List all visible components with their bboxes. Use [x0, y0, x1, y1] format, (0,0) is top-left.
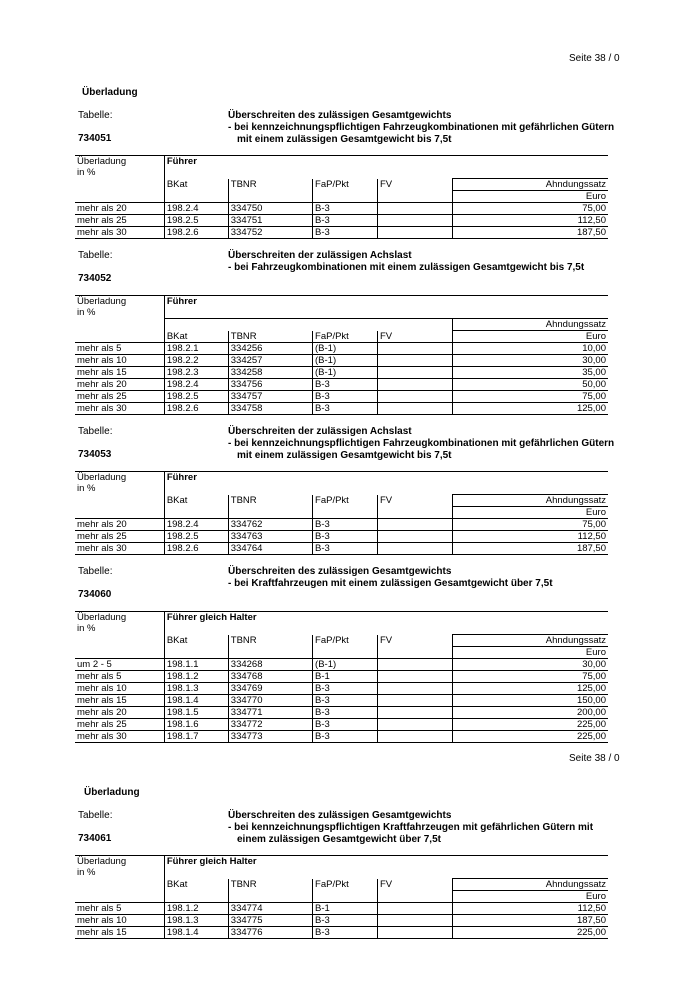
table-row — [75, 915, 608, 927]
table-row — [75, 343, 608, 355]
fap-header: FaP/Pkt — [313, 331, 378, 343]
fap-cell: B-3 — [313, 403, 378, 415]
overload-cell: mehr als 5 — [75, 671, 164, 683]
fine-cell: 10,00 — [453, 343, 608, 355]
fine-table — [75, 611, 608, 743]
subject-header: Führer — [164, 296, 608, 308]
table-row — [75, 683, 608, 695]
table-header-row — [75, 647, 608, 659]
fap-cell: B-3 — [313, 707, 378, 719]
tbnr-cell: 334756 — [228, 379, 312, 391]
overload-cell: mehr als 15 — [75, 927, 164, 939]
overload-cell: mehr als 10 — [75, 355, 164, 367]
fap-cell: B-3 — [313, 215, 378, 227]
fine-cell: 75,00 — [453, 671, 608, 683]
table-number: 734051 — [78, 133, 112, 144]
overload-cell: mehr als 5 — [75, 343, 164, 355]
tbnr-cell: 334752 — [228, 227, 312, 239]
heading-line-2: - bei Fahrzeugkombinationen mit einem zulässigen Gesamtgewicht bis 7,5t — [228, 262, 585, 273]
heading-line-1: Überschreiten der zulässigen Achslast — [228, 250, 412, 261]
table-row — [75, 659, 608, 671]
tbnr-cell: 334775 — [228, 915, 312, 927]
table-header-row — [75, 307, 608, 319]
section-title: Überladung — [82, 87, 138, 98]
bkat-header: BKat — [164, 495, 228, 507]
tbnr-cell: 334764 — [228, 543, 312, 555]
bkat-cell: 198.1.4 — [164, 927, 228, 939]
fine-cell: 50,00 — [453, 379, 608, 391]
overload-unit: in % — [75, 167, 164, 179]
table-row — [75, 203, 608, 215]
fv-cell — [378, 695, 453, 707]
table-row — [75, 707, 608, 719]
table-header-row — [75, 623, 608, 635]
bkat-header: BKat — [164, 879, 228, 891]
heading-line-2: - bei Kraftfahrzeugen mit einem zulässigen Gesamtgewicht über 7,5t — [228, 578, 553, 589]
fv-cell — [377, 403, 452, 415]
overload-cell: mehr als 15 — [75, 695, 164, 707]
fine-header: Ahndungssatz — [453, 495, 608, 507]
heading-line-3: mit einem zulässigen Gesamtgewicht bis 7,5t — [237, 450, 452, 461]
fv-header: FV — [378, 635, 453, 647]
table-number: 734053 — [78, 449, 112, 460]
bkat-cell: 198.1.2 — [164, 671, 228, 683]
table-734053 — [75, 471, 608, 555]
table-header-row — [75, 612, 608, 624]
table-label: Tabelle: — [78, 110, 113, 121]
table-row — [75, 671, 608, 683]
heading-line-2: - bei kennzeichnungspflichtigen Fahrzeugkombinationen mit gefährlichen Gütern — [228, 438, 615, 449]
fv-cell — [377, 227, 452, 239]
overload-cell: mehr als 20 — [75, 519, 164, 531]
fine-cell: 75,00 — [453, 519, 608, 531]
fine-cell: 225,00 — [453, 719, 608, 731]
overload-cell: mehr als 5 — [75, 903, 164, 915]
fine-cell: 125,00 — [453, 403, 608, 415]
fap-cell: (B-1) — [313, 367, 378, 379]
bkat-cell: 198.1.2 — [164, 903, 228, 915]
table-header-row — [75, 856, 608, 868]
bkat-cell: 198.1.1 — [164, 659, 228, 671]
fine-cell: 150,00 — [453, 695, 608, 707]
overload-header: Überladung — [75, 156, 164, 168]
table-row — [75, 695, 608, 707]
fv-cell — [378, 915, 453, 927]
fv-cell — [377, 343, 452, 355]
fine-cell: 187,50 — [453, 915, 608, 927]
heading-line-2: - bei kennzeichnungspflichtigen Fahrzeugkombinationen mit gefährlichen Gütern — [228, 122, 615, 133]
fine-cell: 187,50 — [453, 543, 608, 555]
tbnr-cell: 334256 — [228, 343, 312, 355]
fap-cell: B-3 — [313, 719, 378, 731]
fv-cell — [377, 519, 452, 531]
overload-unit: in % — [75, 483, 164, 495]
tbnr-cell: 334257 — [228, 355, 312, 367]
overload-header: Überladung — [75, 296, 164, 308]
overload-cell: mehr als 25 — [75, 719, 164, 731]
fap-cell: B-3 — [313, 203, 378, 215]
fine-header: Ahndungssatz — [453, 179, 608, 191]
fap-cell: B-3 — [313, 531, 378, 543]
fine-table — [75, 471, 608, 555]
currency-header: Euro — [453, 191, 608, 203]
tbnr-header: TBNR — [228, 495, 312, 507]
currency-header: Euro — [453, 507, 608, 519]
table-header-row — [75, 191, 608, 203]
fap-cell: B-3 — [313, 379, 378, 391]
fap-cell: B-1 — [313, 903, 378, 915]
overload-cell: mehr als 25 — [75, 531, 164, 543]
table-number: 734061 — [78, 833, 112, 844]
bkat-header: BKat — [164, 331, 228, 343]
overload-cell: um 2 - 5 — [75, 659, 164, 671]
table-734052 — [75, 295, 608, 415]
tbnr-cell: 334776 — [228, 927, 312, 939]
fine-cell: 200,00 — [453, 707, 608, 719]
fine-cell: 30,00 — [453, 355, 608, 367]
fine-table — [75, 295, 608, 415]
heading-line-1: Überschreiten des zulässigen Gesamtgewichts — [228, 110, 452, 121]
table-label: Tabelle: — [78, 426, 113, 437]
bkat-cell: 198.1.4 — [164, 695, 228, 707]
table-row — [75, 903, 608, 915]
overload-cell: mehr als 25 — [75, 215, 164, 227]
fv-cell — [378, 927, 453, 939]
tbnr-cell: 334750 — [228, 203, 312, 215]
overload-cell: mehr als 10 — [75, 683, 164, 695]
table-row — [75, 731, 608, 743]
fine-cell: 35,00 — [453, 367, 608, 379]
fap-header: FaP/Pkt — [313, 635, 378, 647]
fap-cell: (B-1) — [313, 355, 378, 367]
table-heading — [228, 566, 553, 590]
table-row — [75, 215, 608, 227]
table-row — [75, 519, 608, 531]
fv-cell — [377, 203, 452, 215]
heading-line-3: mit einem zulässigen Gesamtgewicht bis 7,5t — [237, 134, 452, 145]
overload-header: Überladung — [75, 856, 164, 868]
fap-cell: B-3 — [313, 543, 378, 555]
table-header-row — [75, 507, 608, 519]
table-row — [75, 367, 608, 379]
tbnr-cell: 334774 — [228, 903, 312, 915]
overload-header: Überladung — [75, 612, 164, 624]
table-734060 — [75, 611, 608, 743]
fine-header: Ahndungssatz — [453, 879, 608, 891]
fap-cell: B-3 — [313, 927, 378, 939]
fine-cell: 30,00 — [453, 659, 608, 671]
fv-cell — [377, 543, 452, 555]
overload-unit: in % — [75, 307, 164, 319]
table-header-row — [75, 296, 608, 308]
table-heading — [228, 426, 614, 462]
bkat-cell: 198.1.7 — [164, 731, 228, 743]
fv-cell — [377, 391, 452, 403]
fap-header: FaP/Pkt — [313, 879, 378, 891]
fine-cell: 112,50 — [453, 903, 608, 915]
table-header-row — [75, 867, 608, 879]
subject-header: Führer gleich Halter — [164, 856, 608, 868]
fine-header: Ahndungssatz — [453, 635, 608, 647]
overload-cell: mehr als 25 — [75, 391, 164, 403]
bkat-cell: 198.2.6 — [164, 403, 228, 415]
fv-cell — [377, 215, 452, 227]
bkat-cell: 198.2.6 — [164, 543, 228, 555]
bkat-header: BKat — [164, 635, 228, 647]
table-row — [75, 379, 608, 391]
overload-cell: mehr als 30 — [75, 543, 164, 555]
subject-header: Führer — [164, 472, 608, 484]
fap-cell: B-3 — [313, 227, 378, 239]
fv-cell — [377, 531, 452, 543]
table-row — [75, 531, 608, 543]
table-number: 734060 — [78, 589, 112, 600]
bkat-cell: 198.1.5 — [164, 707, 228, 719]
fap-cell: (B-1) — [313, 659, 378, 671]
table-row — [75, 403, 608, 415]
fap-cell: B-3 — [313, 391, 378, 403]
table-header-row — [75, 319, 608, 331]
table-heading — [228, 810, 593, 846]
overload-unit: in % — [75, 867, 164, 879]
tbnr-cell: 334751 — [228, 215, 312, 227]
bkat-cell: 198.2.5 — [164, 215, 228, 227]
fine-table — [75, 155, 608, 239]
fine-cell: 112,50 — [453, 531, 608, 543]
tbnr-cell: 334768 — [228, 671, 312, 683]
table-header-row — [75, 879, 608, 891]
table-row — [75, 927, 608, 939]
tbnr-cell: 334758 — [228, 403, 312, 415]
overload-cell: mehr als 20 — [75, 379, 164, 391]
currency-header: Euro — [453, 331, 608, 343]
fv-cell — [378, 707, 453, 719]
heading-line-1: Überschreiten der zulässigen Achslast — [228, 426, 412, 437]
overload-cell: mehr als 20 — [75, 707, 164, 719]
fap-cell: (B-1) — [313, 343, 378, 355]
overload-cell: mehr als 30 — [75, 227, 164, 239]
subject-header: Führer gleich Halter — [164, 612, 608, 624]
overload-cell: mehr als 30 — [75, 403, 164, 415]
heading-line-1: Überschreiten des zulässigen Gesamtgewichts — [228, 810, 452, 821]
table-heading — [228, 110, 614, 146]
tbnr-cell: 334769 — [228, 683, 312, 695]
page-number: Seite 38 / 0 — [569, 53, 620, 64]
table-header-row — [75, 331, 608, 343]
table-label: Tabelle: — [78, 250, 113, 261]
fv-cell — [378, 731, 453, 743]
bkat-cell: 198.2.6 — [164, 227, 228, 239]
tbnr-cell: 334763 — [228, 531, 312, 543]
fine-cell: 225,00 — [453, 927, 608, 939]
overload-unit: in % — [75, 623, 164, 635]
fine-cell: 112,50 — [453, 215, 608, 227]
tbnr-cell: 334757 — [228, 391, 312, 403]
fap-cell: B-3 — [313, 695, 378, 707]
fv-header: FV — [377, 331, 452, 343]
overload-cell: mehr als 20 — [75, 203, 164, 215]
table-header-row — [75, 156, 608, 168]
fine-cell: 125,00 — [453, 683, 608, 695]
fine-table — [75, 855, 608, 939]
fv-cell — [378, 683, 453, 695]
fv-cell — [378, 671, 453, 683]
table-header-row — [75, 167, 608, 179]
bkat-cell: 198.2.4 — [164, 519, 228, 531]
tbnr-cell: 334773 — [228, 731, 312, 743]
fine-cell: 225,00 — [453, 731, 608, 743]
bkat-cell: 198.1.3 — [164, 915, 228, 927]
bkat-cell: 198.2.5 — [164, 391, 228, 403]
overload-cell: mehr als 15 — [75, 367, 164, 379]
currency-header: Euro — [453, 647, 608, 659]
fap-cell: B-3 — [313, 915, 378, 927]
bkat-cell: 198.1.3 — [164, 683, 228, 695]
tbnr-cell: 334258 — [228, 367, 312, 379]
fap-header: FaP/Pkt — [313, 495, 378, 507]
table-row — [75, 355, 608, 367]
bkat-cell: 198.2.4 — [164, 203, 228, 215]
fv-cell — [377, 379, 452, 391]
fv-header: FV — [377, 495, 452, 507]
fap-cell: B-3 — [313, 731, 378, 743]
tbnr-header: TBNR — [228, 879, 312, 891]
bkat-cell: 198.2.5 — [164, 531, 228, 543]
tbnr-cell: 334771 — [228, 707, 312, 719]
currency-header: Euro — [453, 891, 608, 903]
table-number: 734052 — [78, 273, 112, 284]
tbnr-cell: 334770 — [228, 695, 312, 707]
table-header-row — [75, 483, 608, 495]
tbnr-header: TBNR — [228, 331, 312, 343]
fine-cell: 75,00 — [453, 391, 608, 403]
table-row — [75, 543, 608, 555]
bkat-cell: 198.2.2 — [164, 355, 228, 367]
table-row — [75, 719, 608, 731]
table-734061 — [75, 855, 608, 939]
tbnr-cell: 334772 — [228, 719, 312, 731]
fv-cell — [377, 367, 452, 379]
table-row — [75, 391, 608, 403]
fine-header: Ahndungssatz — [453, 319, 608, 331]
overload-cell: mehr als 10 — [75, 915, 164, 927]
table-label: Tabelle: — [78, 566, 113, 577]
bkat-cell: 198.1.6 — [164, 719, 228, 731]
subject-header: Führer — [164, 156, 608, 168]
fv-cell — [378, 903, 453, 915]
table-header-row — [75, 891, 608, 903]
table-label: Tabelle: — [78, 810, 113, 821]
fv-cell — [378, 659, 453, 671]
table-header-row — [75, 472, 608, 484]
fap-cell: B-1 — [313, 671, 378, 683]
page-number: Seite 38 / 0 — [569, 753, 620, 764]
bkat-cell: 198.2.3 — [164, 367, 228, 379]
heading-line-2: - bei kennzeichnungspflichtigen Kraftfahrzeugen mit gefährlichen Gütern mit — [228, 822, 594, 833]
fap-cell: B-3 — [313, 519, 378, 531]
tbnr-cell: 334268 — [228, 659, 312, 671]
section-title: Überladung — [84, 787, 140, 798]
table-header-row — [75, 179, 608, 191]
fv-cell — [377, 355, 452, 367]
fv-header: FV — [377, 179, 452, 191]
tbnr-header: TBNR — [228, 179, 312, 191]
table-header-row — [75, 495, 608, 507]
bkat-header: BKat — [164, 179, 228, 191]
overload-cell: mehr als 30 — [75, 731, 164, 743]
fv-header: FV — [378, 879, 453, 891]
tbnr-cell: 334762 — [228, 519, 312, 531]
heading-line-1: Überschreiten des zulässigen Gesamtgewichts — [228, 566, 452, 577]
overload-header: Überladung — [75, 472, 164, 484]
fine-cell: 187,50 — [453, 227, 608, 239]
fv-cell — [378, 719, 453, 731]
fap-cell: B-3 — [313, 683, 378, 695]
table-heading — [228, 250, 584, 274]
fine-cell: 75,00 — [453, 203, 608, 215]
bkat-cell: 198.2.1 — [164, 343, 228, 355]
table-header-row — [75, 635, 608, 647]
tbnr-header: TBNR — [228, 635, 312, 647]
heading-line-3: einem zulässigen Gesamtgewicht über 7,5t — [237, 834, 441, 845]
bkat-cell: 198.2.4 — [164, 379, 228, 391]
table-row — [75, 227, 608, 239]
table-734051 — [75, 155, 608, 239]
fap-header: FaP/Pkt — [313, 179, 378, 191]
